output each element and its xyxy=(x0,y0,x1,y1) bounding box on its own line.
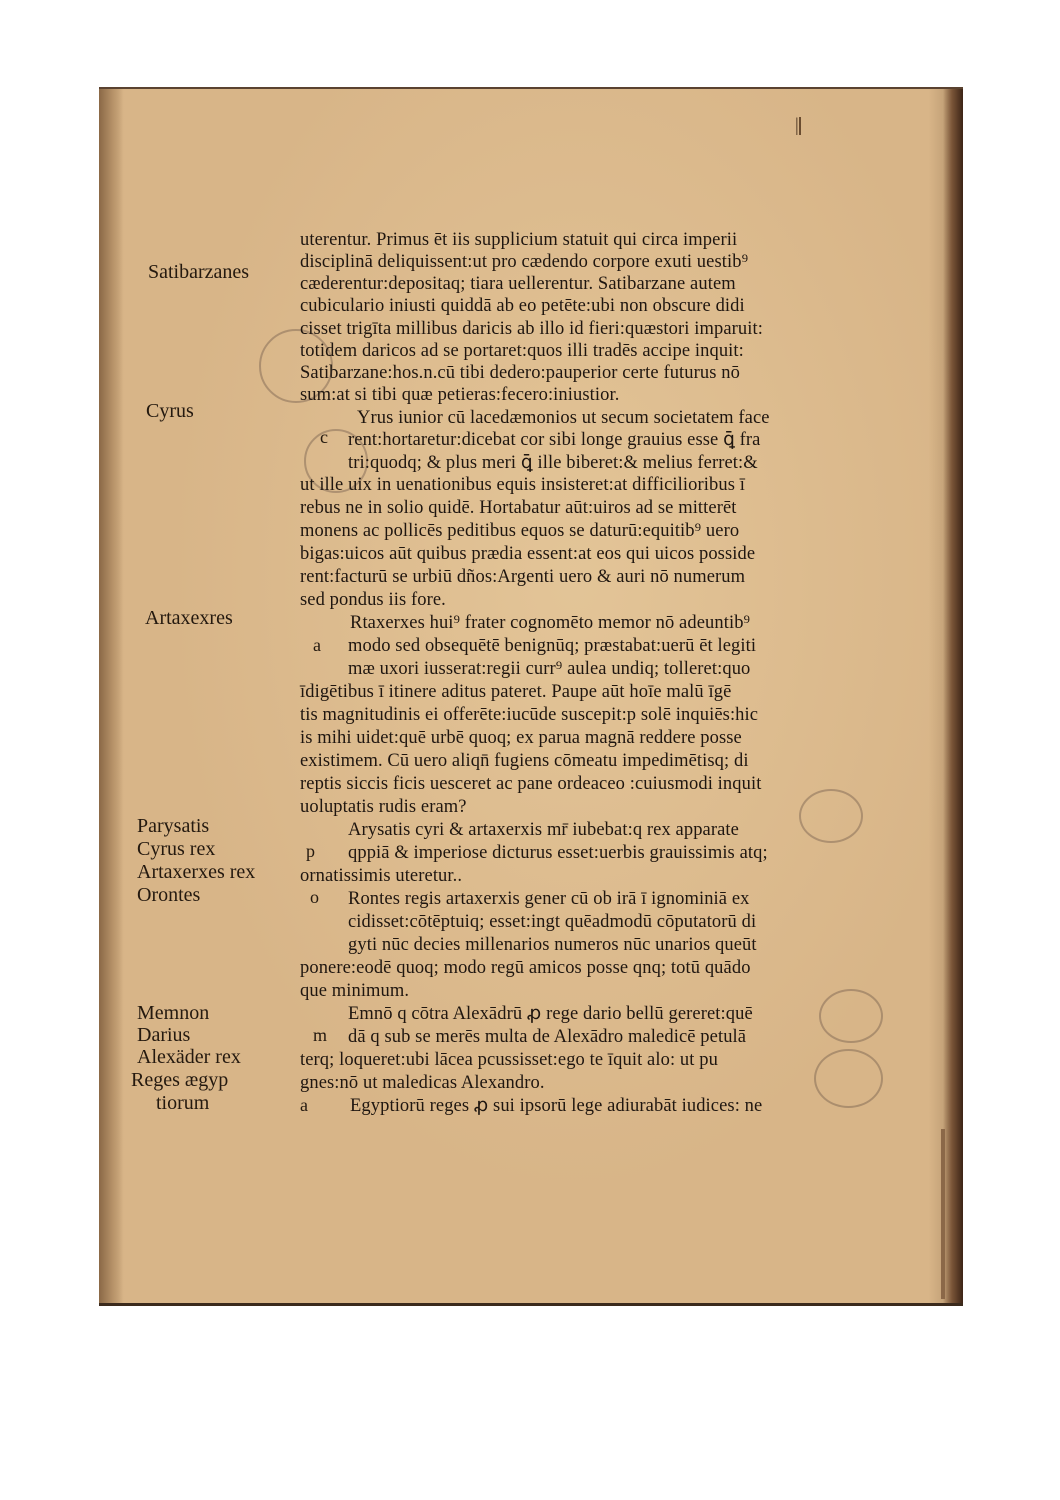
text-line: mæ uxori iusserat:regii curr⁹ aulea undiq; tolleret:quo xyxy=(348,659,751,679)
guide-letter: a xyxy=(300,1095,308,1115)
margin-note: tiorum xyxy=(156,1092,210,1114)
text-line: ponere:eodē quoq; modo regū amicos posse qnq; totū quādo xyxy=(300,958,751,978)
text-line: disciplinā deliquissent:ut pro cædendo corpore exuti uestib⁹ xyxy=(300,252,749,272)
margin-note: Artaxerxes rex xyxy=(137,861,256,883)
page-edge-mark xyxy=(941,1129,945,1299)
library-stamp xyxy=(819,989,883,1043)
margin-note: Cyrus xyxy=(146,400,194,422)
text-line: Rontes regis artaxerxis gener cū ob irā ī ignominiā ex xyxy=(348,889,750,909)
text-line: reptis siccis ficis uesceret ac pane ordeaceo :cuiusmodi inquit xyxy=(300,774,762,794)
text-line: ornatissimis uteretur.. xyxy=(300,866,463,886)
text-line: Arysatis cyri & artaxerxis mr̄ iubebat:q rex apparate xyxy=(348,820,739,840)
text-line: cidisset:cōtēptuiq; esset:ingt quēadmodū cōputatorū di xyxy=(348,912,757,932)
library-stamp xyxy=(799,789,863,843)
text-line: tis magnitudinis ei offerēte:iucūde suscepit:p solē inquiēs:hic xyxy=(300,705,759,725)
text-line: is mihi uidet:quē urbē quoq; ex parua magnā reddere posse xyxy=(300,728,742,748)
top-tick-mark xyxy=(799,117,801,135)
text-line: Satibarzane:hos.n.cū tibi dedero:pauperior certe futurus nō xyxy=(300,363,740,383)
margin-note: Reges ægyp xyxy=(131,1069,229,1091)
text-line: gnes:nō ut maledicas Alexandro. xyxy=(300,1073,545,1093)
guide-letter: a xyxy=(313,635,321,655)
text-line: gyti nūc decies millenarios numeros nūc unarios queūt xyxy=(348,935,757,955)
binding-shadow-left xyxy=(99,89,123,1303)
guide-letter: p xyxy=(306,841,315,861)
top-tick-glyph: | xyxy=(795,116,799,136)
text-line: sed pondus iis fore. xyxy=(300,590,446,610)
text-line: que minimum. xyxy=(300,981,410,1001)
text-line: cubiculario iniusti quiddā ab eo petēte:ubi non obscure didi xyxy=(300,296,745,316)
margin-note: Satibarzanes xyxy=(148,261,250,283)
text-line: ut ille uix in uenationibus equis insisteret:at difficilioribus ī xyxy=(300,475,745,495)
text-line: uterentur. Primus ēt iis supplicium statuit qui circa imperii xyxy=(300,230,738,250)
text-line: monens ac pollicēs peditibus equos se daturū:equitib⁹ uero xyxy=(300,521,740,541)
text-line: sum:at si tibi quæ petieras:fecero:iniustior. xyxy=(300,385,620,405)
library-stamp xyxy=(814,1049,883,1108)
guide-letter: c xyxy=(320,427,328,447)
text-line: existimem. Cū uero aliqn̄ fugiens cōmeatu impedimētisq; di xyxy=(300,751,749,771)
text-line: uoluptatis rudis eram? xyxy=(300,797,467,817)
text-line: terq; loqueret:ubi lācea pcussisset:ego te īquit alo: ut pu xyxy=(300,1050,718,1070)
text-line: modo sed obsequētē benignūq; præstabat:uerū ēt legiti xyxy=(348,636,757,656)
text-line: rent:hortaretur:dicebat cor sibi longe grauius esse ꝗ̄ fra xyxy=(348,430,761,450)
text-line: bigas:uicos aūt quibus prædia essent:at eos qui uicos posside xyxy=(300,544,756,564)
text-line: īdigētibus ī itinere aditus pateret. Paupe aūt hoīe malū īgē xyxy=(300,682,732,702)
binding-edge-right xyxy=(943,89,963,1303)
guide-letter: o xyxy=(310,887,319,907)
text-line: rent:facturū se urbiū dños:Argenti uero & auri nō numerum xyxy=(300,567,746,587)
text-line: totidem daricos ad se portaret:quos illi tradēs accipe inquit: xyxy=(300,341,744,361)
text-line: Yrus iunior cū lacedæmonios ut secum societatem face xyxy=(357,408,770,428)
margin-note: Alexäder rex xyxy=(137,1046,241,1068)
margin-note: Memnon xyxy=(137,1002,210,1024)
text-line: qppiā & imperiose dicturus esset:uerbis grauissimis atq; xyxy=(348,843,768,863)
text-line: Egyptiorū reges ꝓ sui ipsorū lege adiurabāt iudices: ne xyxy=(350,1096,763,1116)
text-line: cisset trigīta millibus daricis ab illo id fieri:quæstori imparuit: xyxy=(300,319,763,339)
margin-note: Cyrus rex xyxy=(137,838,216,860)
text-line: cæderentur:depositaq; tiara uellerentur. Satibarzane autem xyxy=(300,274,736,294)
text-line: dā q sub se merēs multa de Alexādro maledicē petulā xyxy=(348,1027,747,1047)
text-line: tri:quodq; & plus meri ꝗ̄ ille biberet:& melius ferret:& xyxy=(348,453,758,473)
text-line: Rtaxerxes hui⁹ frater cognomēto memor nō adeuntib⁹ xyxy=(350,613,751,633)
margin-note: Orontes xyxy=(137,884,201,906)
margin-note: Parysatis xyxy=(137,815,210,837)
margin-note: Artaxexres xyxy=(145,607,233,629)
text-line: rebus ne in solio quidē. Hortabatur aūt:uiros ad se mitterēt xyxy=(300,498,737,518)
guide-letter: m xyxy=(313,1025,328,1045)
text-line: Emnō q cōtra Alexādrū ꝓ rege dario bellū gereret:quē xyxy=(348,1004,753,1024)
margin-note: Darius xyxy=(137,1024,191,1046)
